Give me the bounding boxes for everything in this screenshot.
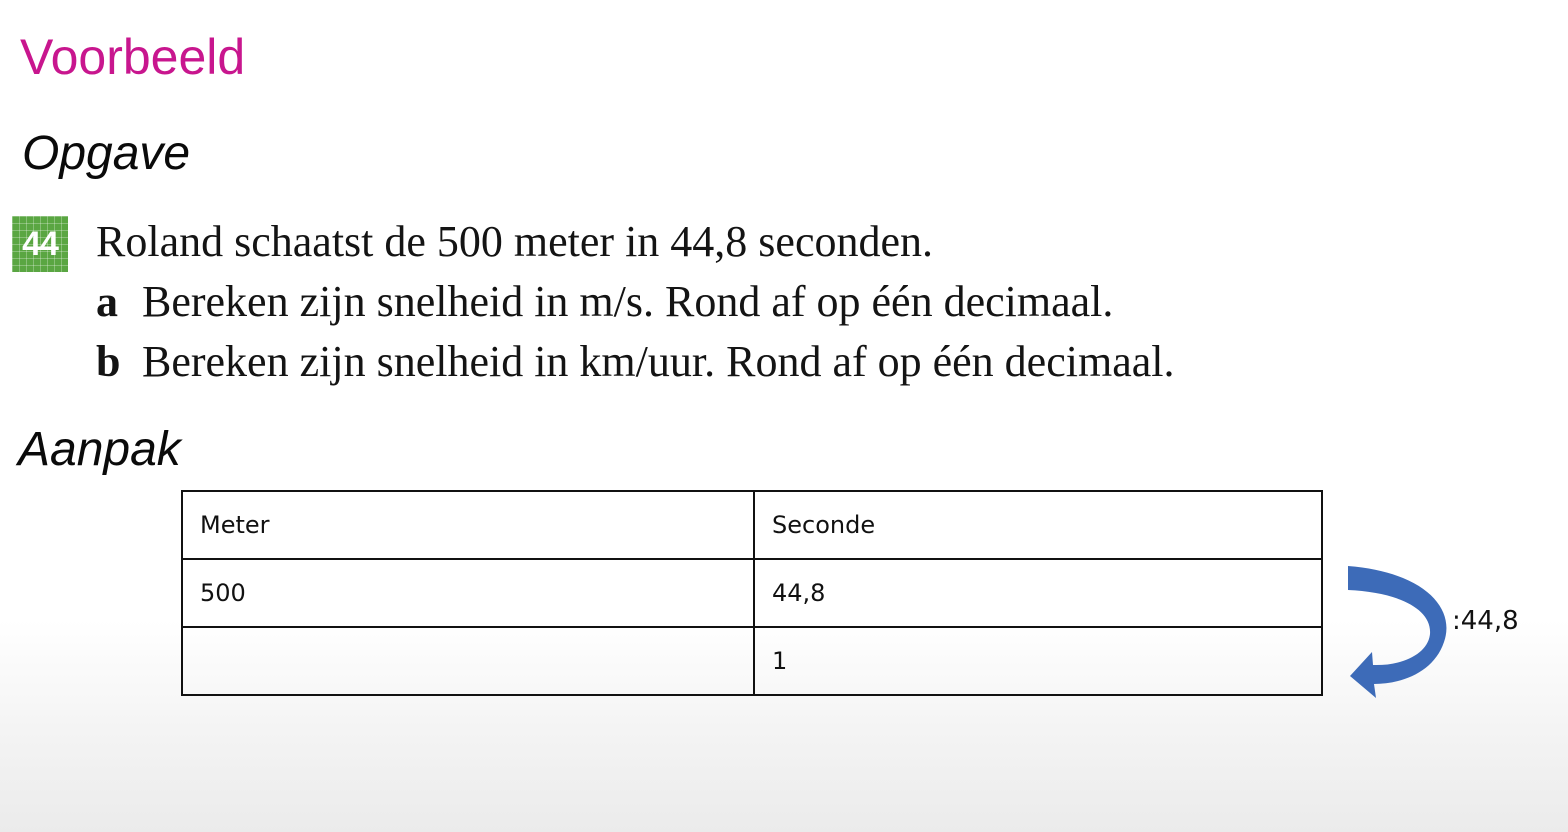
table-cell: 1 (754, 627, 1322, 695)
table-row (182, 627, 1322, 695)
part-text: Bereken zijn snelheid in km/uur. Rond af op één decimaal. (142, 337, 1175, 386)
slide-title: Voorbeeld (20, 29, 246, 85)
part-letter: a (96, 277, 118, 326)
table-row (182, 559, 1322, 627)
opgave-heading: Opgave (22, 127, 191, 180)
part-text: Bereken zijn snelheid in m/s. Rond af op één decimaal. (142, 277, 1114, 326)
ratio-table (181, 490, 1323, 696)
exercise-number-badge: 44 (12, 216, 68, 272)
exercise-question: Roland schaatst de 500 meter in 44,8 seconden. (96, 217, 934, 266)
table-cell: 500 (182, 559, 754, 627)
curved-arrow-icon (1344, 560, 1454, 700)
table-header-cell: Meter (182, 491, 754, 559)
arrow-label: :44,8 (1452, 606, 1519, 636)
exercise-part-b (96, 336, 1174, 387)
aanpak-heading: Aanpak (18, 423, 181, 476)
table-cell (182, 627, 754, 695)
table-cell: 44,8 (754, 559, 1322, 627)
exercise-part-a (96, 276, 1113, 327)
table-header-cell: Seconde (754, 491, 1322, 559)
part-letter: b (96, 337, 121, 386)
table-header-row (182, 491, 1322, 559)
